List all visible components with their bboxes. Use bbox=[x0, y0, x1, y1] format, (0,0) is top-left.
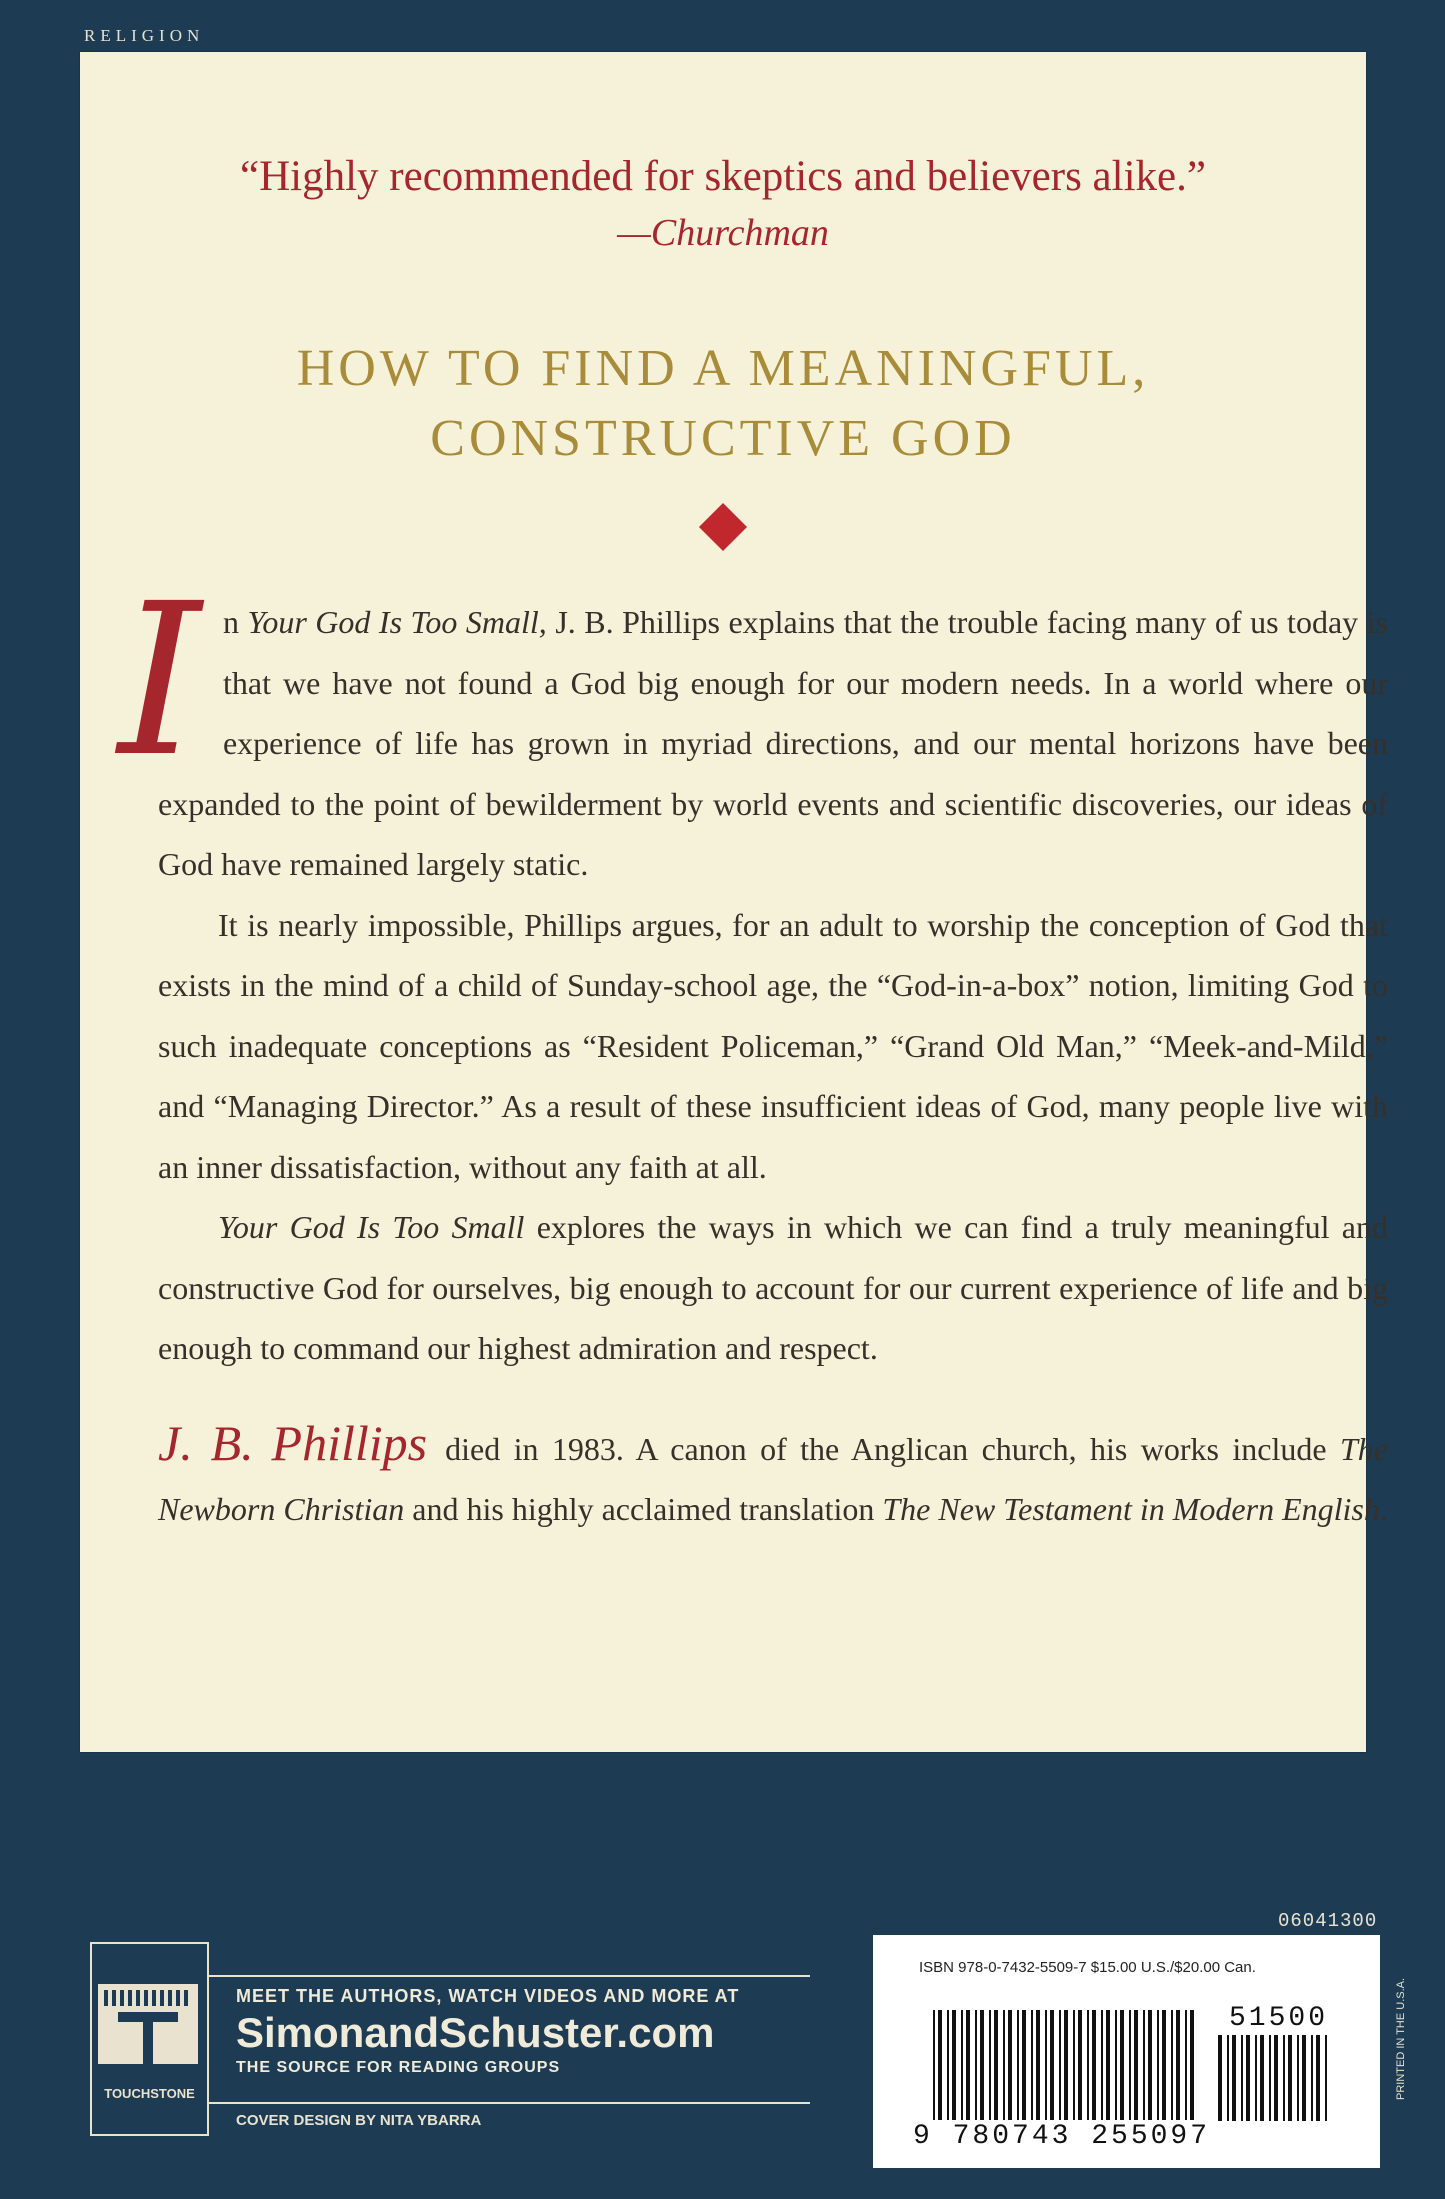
headline bbox=[80, 334, 1366, 474]
promo-line-3: THE SOURCE FOR READING GROUPS bbox=[236, 2059, 561, 2076]
barcode-bar bbox=[1134, 2010, 1138, 2120]
barcode-bar bbox=[994, 2010, 998, 2120]
barcode-bar bbox=[1064, 2010, 1068, 2120]
logo-label: TOUCHSTONE bbox=[104, 2086, 195, 2101]
barcode-bar bbox=[1115, 2010, 1117, 2120]
barcode-bar bbox=[933, 2010, 935, 2120]
bio-book-2: The New Testament in Modern English bbox=[882, 1491, 1380, 1527]
barcode-bar bbox=[952, 2010, 956, 2120]
drop-cap: I bbox=[118, 558, 201, 803]
publisher-website: SimonandSchuster.com bbox=[236, 2009, 715, 2056]
barcode-bar bbox=[1311, 2035, 1313, 2121]
barcode-bar bbox=[980, 2010, 984, 2120]
bio-text-2: and his highly acclaimed translation bbox=[404, 1491, 883, 1527]
barcode-bar bbox=[1227, 2035, 1229, 2121]
barcode-bar bbox=[1017, 2010, 1019, 2120]
barcode-bar bbox=[1129, 2010, 1131, 2120]
paragraph-1 bbox=[118, 558, 1389, 895]
barcode-bar bbox=[1246, 2035, 1250, 2121]
paragraph-3 bbox=[158, 1197, 1388, 1379]
author-signature: J. B. Phillips bbox=[158, 1414, 428, 1471]
description-body bbox=[118, 558, 1389, 1540]
divider bbox=[208, 2102, 810, 2104]
touchstone-logo bbox=[90, 1942, 209, 2136]
barcode-bar bbox=[1078, 2010, 1082, 2120]
barcode-bar bbox=[1087, 2010, 1089, 2120]
barcode-bar bbox=[1050, 2010, 1054, 2120]
barcode-bar bbox=[1022, 2010, 1026, 2120]
p1-text: J. B. Phillips explains that the trouble facing many of us today is that we have not found a God big enough for our modern needs. In a world where our experience of life has grown in myriad directions, and our mental horizons have been expanded to the point of bewilderment by world events and scientific discoveries, our ideas of God have remained largely static. bbox=[158, 604, 1389, 882]
headline-line-1: HOW TO FIND A MEANINGFUL, bbox=[296, 340, 1150, 397]
quote-attribution: —Churchman bbox=[617, 212, 829, 254]
barcode-bar bbox=[1008, 2010, 1012, 2120]
barcode-bar bbox=[1255, 2035, 1257, 2121]
barcode-bar bbox=[1045, 2010, 1047, 2120]
barcode-bar bbox=[1036, 2010, 1040, 2120]
barcode-bar bbox=[1269, 2035, 1271, 2121]
barcode-bar bbox=[1162, 2010, 1166, 2120]
barcode-panel bbox=[873, 1935, 1380, 2168]
barcode-bar bbox=[961, 2010, 963, 2120]
barcode-bar bbox=[1031, 2010, 1033, 2120]
barcode-bar bbox=[1190, 2010, 1194, 2120]
barcode-bar bbox=[989, 2010, 991, 2120]
barcode-bar bbox=[1297, 2035, 1299, 2121]
barcode-bar bbox=[975, 2010, 977, 2120]
p1-start: n bbox=[222, 604, 248, 640]
book-title-2: Your God Is Too Small bbox=[218, 1209, 525, 1245]
touchstone-t-icon bbox=[98, 1984, 198, 2064]
description-panel bbox=[80, 52, 1389, 1752]
barcode-bar bbox=[1241, 2035, 1243, 2121]
barcode-bar bbox=[1101, 2010, 1103, 2120]
barcode-bar bbox=[1148, 2010, 1152, 2120]
isbn-number: 9 780743 255097 bbox=[913, 2121, 1211, 2152]
printed-in-label: PRINTED IN THE U.S.A. bbox=[1395, 1977, 1407, 2100]
barcode-bar bbox=[1171, 2010, 1173, 2120]
barcode-bar bbox=[1288, 2035, 1292, 2121]
bio-text-3: . bbox=[1379, 1491, 1388, 1527]
barcode-bar bbox=[1274, 2035, 1278, 2121]
publisher-promo bbox=[236, 1986, 739, 2077]
barcode-bar bbox=[1325, 2035, 1327, 2121]
barcode-bar bbox=[1185, 2010, 1187, 2120]
barcode-bar bbox=[1143, 2010, 1145, 2120]
barcode-bar bbox=[1283, 2035, 1285, 2121]
diamond-ornament-icon bbox=[699, 503, 747, 551]
barcode-bar bbox=[947, 2010, 949, 2120]
quote-text: “Highly recommended for skeptics and believers alike.” bbox=[240, 153, 1206, 200]
promo-line-1: MEET THE AUTHORS, WATCH VIDEOS AND MORE AT bbox=[236, 1986, 740, 2006]
barcode-bar bbox=[1260, 2035, 1264, 2121]
barcode-bar bbox=[938, 2010, 942, 2120]
author-bio bbox=[158, 1413, 1388, 1540]
divider bbox=[208, 1975, 810, 1977]
barcode-bar bbox=[1003, 2010, 1005, 2120]
barcode-bar bbox=[1106, 2010, 1110, 2120]
barcode-bar bbox=[1176, 2010, 1180, 2120]
barcode-bar bbox=[1218, 2035, 1222, 2121]
cover-credit: COVER DESIGN BY NITA YBARRA bbox=[236, 2112, 482, 2129]
p3-text: explores the ways in which we can find a truly meaningful and constructive God for ourselves, big enough to account for our current experience of life and big enough to command our highest admiration and respect. bbox=[158, 1209, 1389, 1366]
bio-book-1: The Newborn Christian bbox=[158, 1430, 1388, 1527]
barcode-bar bbox=[1157, 2010, 1159, 2120]
barcode-bar bbox=[1120, 2010, 1124, 2120]
barcode-bar bbox=[966, 2010, 970, 2120]
barcode-bar bbox=[1232, 2035, 1236, 2121]
barcode-bar bbox=[1073, 2010, 1075, 2120]
review-quote bbox=[80, 149, 1366, 261]
barcode-bar bbox=[1316, 2035, 1320, 2121]
paragraph-2: It is nearly impossible, Phillips argues, for an adult to worship the conception of God that exists in the mind of a child of Sunday-school age, the “God-in-a-box” notion, limiting God to such inadequate conceptions as “Resident Policeman,” “Grand Old Man,” “Meek-and-Mild,” and “Managing Director.” As a result of these insufficient ideas of God, many people live with an inner dissatisfaction, without any faith at all. bbox=[158, 906, 1388, 1185]
bio-text-1: died in 1983. A canon of the Anglican church, his works include bbox=[445, 1430, 1340, 1467]
isbn-price: ISBN 978-0-7432-5509-7 $15.00 U.S./$20.00 Can. bbox=[919, 1959, 1256, 1976]
category-label: RELIGION bbox=[84, 26, 205, 45]
price-code: 51500 bbox=[1229, 2003, 1329, 2034]
catalog-code: 06041300 bbox=[1278, 1910, 1378, 1932]
barcode-bar bbox=[1302, 2035, 1306, 2121]
barcode-bar bbox=[1059, 2010, 1061, 2120]
barcode-bar bbox=[1092, 2010, 1096, 2120]
headline-line-2: CONSTRUCTIVE GOD bbox=[430, 410, 1016, 467]
book-title: Your God Is Too Small, bbox=[247, 604, 547, 640]
